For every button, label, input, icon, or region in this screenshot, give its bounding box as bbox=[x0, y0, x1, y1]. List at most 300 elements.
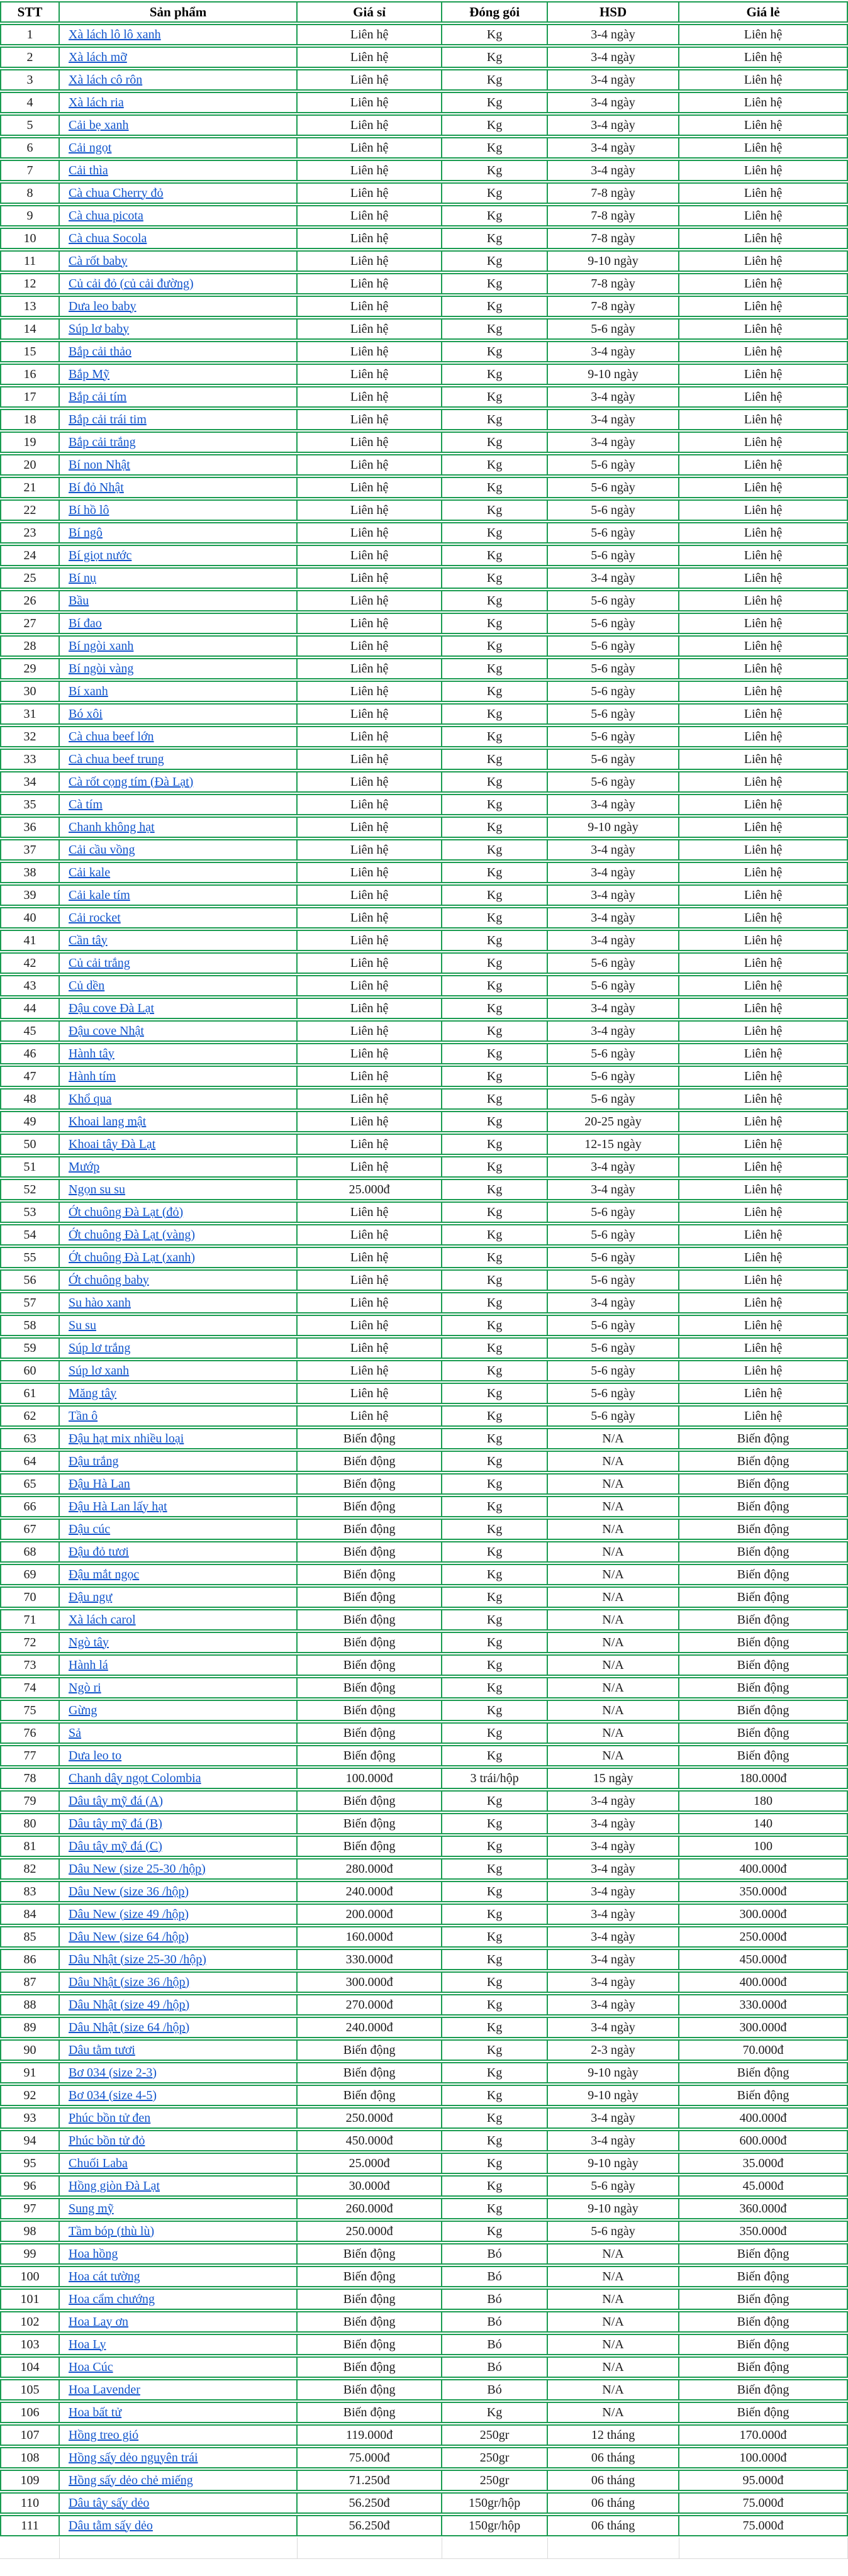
wholesale-price-cell: Biến động bbox=[298, 1677, 442, 1698]
product-link[interactable]: Cà rốt baby bbox=[69, 254, 128, 268]
product-link[interactable]: Dâu tây sấy dẻo bbox=[69, 2495, 150, 2510]
product-link[interactable]: Su su bbox=[69, 1318, 96, 1332]
table-row bbox=[0, 1564, 848, 1585]
wholesale-price-cell: 25.000đ bbox=[298, 1179, 442, 1200]
product-link[interactable]: Ớt chuông Đà Lạt (xanh) bbox=[69, 1250, 196, 1264]
empty-row bbox=[0, 2538, 848, 2559]
product-link[interactable]: Củ cải đỏ (củ cải đường) bbox=[69, 276, 194, 291]
product-link[interactable]: Hồng treo gió bbox=[69, 2428, 139, 2442]
packaging-cell: Kg bbox=[442, 613, 548, 634]
retail-price-cell: Biến động bbox=[679, 2085, 848, 2106]
product-link[interactable]: Bí đao bbox=[69, 616, 102, 630]
stt-cell: 70 bbox=[0, 1586, 60, 1608]
wholesale-price-cell: Biến động bbox=[298, 1813, 442, 1834]
product-link[interactable]: Bí ngô bbox=[69, 525, 103, 540]
packaging-cell: Kg bbox=[442, 2130, 548, 2151]
product-link[interactable]: Dưa leo baby bbox=[69, 299, 137, 313]
product-link[interactable]: Đậu hạt mix nhiều loại bbox=[69, 1431, 184, 1446]
product-link[interactable]: Cà rốt cọng tím (Đà Lạt) bbox=[69, 774, 194, 789]
packaging-cell: Kg bbox=[442, 2221, 548, 2242]
product-cell bbox=[60, 273, 298, 294]
product-link[interactable]: Cà chua picota bbox=[69, 208, 143, 223]
product-cell bbox=[60, 1949, 298, 1970]
stt-cell: 85 bbox=[0, 1926, 60, 1948]
product-link[interactable]: Dâu tây mỹ đá (B) bbox=[69, 1816, 162, 1831]
stt-cell: 50 bbox=[0, 1134, 60, 1155]
product-cell bbox=[60, 1224, 298, 1246]
product-cell bbox=[60, 1881, 298, 1902]
product-link[interactable]: Chanh không hạt bbox=[69, 820, 155, 834]
wholesale-price-cell: Liên hệ bbox=[298, 92, 442, 113]
product-link[interactable]: Dưa leo to bbox=[69, 1748, 122, 1763]
product-link[interactable]: Dâu Nhật (size 64 /hộp) bbox=[69, 2020, 190, 2034]
product-link[interactable]: Đậu cúc bbox=[69, 1522, 111, 1536]
table-row bbox=[0, 273, 848, 294]
shelf-life-cell: 3-4 ngày bbox=[548, 1156, 679, 1178]
stt-cell: 44 bbox=[0, 998, 60, 1019]
stt-cell: 89 bbox=[0, 2017, 60, 2038]
wholesale-price-cell: Liên hệ bbox=[298, 1066, 442, 1087]
product-cell bbox=[60, 2424, 298, 2446]
packaging-cell: Kg bbox=[442, 69, 548, 91]
product-link[interactable]: Xà lách ria bbox=[69, 95, 124, 109]
packaging-cell: Kg bbox=[442, 1043, 548, 1064]
product-cell bbox=[60, 2198, 298, 2219]
table-row bbox=[0, 1473, 848, 1495]
retail-price-cell: Biến động bbox=[679, 1473, 848, 1495]
product-cell bbox=[60, 2356, 298, 2378]
product-link[interactable]: Bắp cải trái tim bbox=[69, 412, 147, 427]
product-link[interactable]: Bí đỏ Nhật bbox=[69, 480, 124, 494]
product-cell bbox=[60, 1994, 298, 2016]
stt-cell: 43 bbox=[0, 975, 60, 996]
product-link[interactable]: Cà chua beef lớn bbox=[69, 729, 154, 744]
shelf-life-cell: 12-15 ngày bbox=[548, 1134, 679, 1155]
product-link[interactable]: Cà chua Socola bbox=[69, 231, 147, 245]
product-cell bbox=[60, 1677, 298, 1698]
product-link[interactable]: Hoa bất tử bbox=[69, 2405, 122, 2419]
packaging-cell: Kg bbox=[442, 228, 548, 249]
product-link[interactable]: Sả bbox=[69, 1726, 82, 1740]
stt-cell: 9 bbox=[0, 205, 60, 226]
product-cell bbox=[60, 703, 298, 725]
product-link[interactable]: Bắp cải trắng bbox=[69, 435, 136, 449]
product-cell bbox=[60, 1926, 298, 1948]
empty-cell bbox=[298, 2538, 442, 2559]
retail-price-cell: Liên hệ bbox=[679, 1224, 848, 1246]
table-row bbox=[0, 771, 848, 793]
wholesale-price-cell: 71.250đ bbox=[298, 2470, 442, 2491]
packaging-cell: Kg bbox=[442, 1700, 548, 1721]
table-row bbox=[0, 250, 848, 272]
product-link[interactable]: Hồng sấy dẻo chẻ miếng bbox=[69, 2473, 193, 2487]
packaging-cell: Kg bbox=[442, 2017, 548, 2038]
shelf-life-cell: N/A bbox=[548, 2266, 679, 2287]
stt-cell: 45 bbox=[0, 1020, 60, 1042]
packaging-cell: Kg bbox=[442, 930, 548, 951]
packaging-cell: Kg bbox=[442, 296, 548, 317]
product-cell bbox=[60, 817, 298, 838]
shelf-life-cell: N/A bbox=[548, 2311, 679, 2333]
retail-price-cell: Liên hệ bbox=[679, 703, 848, 725]
product-link[interactable]: Bắp cải thảo bbox=[69, 344, 131, 359]
product-link[interactable]: Bầu bbox=[69, 593, 89, 608]
product-link[interactable]: Xà lách lô lô xanh bbox=[69, 27, 161, 42]
packaging-cell: Kg bbox=[442, 160, 548, 181]
product-link[interactable]: Hoa Cúc bbox=[69, 2360, 113, 2374]
stt-cell: 67 bbox=[0, 1519, 60, 1540]
product-cell bbox=[60, 567, 298, 589]
product-cell bbox=[60, 2017, 298, 2038]
product-link[interactable]: Dâu tằm tươi bbox=[69, 2043, 135, 2057]
product-link[interactable]: Hoa cát tường bbox=[69, 2269, 140, 2283]
product-link[interactable]: Đậu đỏ tươi bbox=[69, 1544, 129, 1559]
table-row bbox=[0, 1111, 848, 1132]
product-link[interactable]: Phúc bồn tử đen bbox=[69, 2110, 151, 2125]
product-link[interactable]: Hoa Lavender bbox=[69, 2382, 140, 2397]
table-row bbox=[0, 182, 848, 204]
stt-cell: 69 bbox=[0, 1564, 60, 1585]
product-link[interactable]: Mướp bbox=[69, 1159, 100, 1174]
product-cell bbox=[60, 1405, 298, 1427]
shelf-life-cell: 3-4 ngày bbox=[548, 92, 679, 113]
stt-cell: 66 bbox=[0, 1496, 60, 1517]
packaging-cell: Kg bbox=[442, 1337, 548, 1359]
packaging-cell: Kg bbox=[442, 998, 548, 1019]
table-row bbox=[0, 2402, 848, 2423]
retail-price-cell: Liên hệ bbox=[679, 250, 848, 272]
packaging-cell: Kg bbox=[442, 386, 548, 408]
stt-cell: 30 bbox=[0, 681, 60, 702]
product-link[interactable]: Bí hồ lô bbox=[69, 503, 109, 517]
product-link[interactable]: Cải ngọt bbox=[69, 140, 112, 155]
shelf-life-cell: 3-4 ngày bbox=[548, 2107, 679, 2129]
product-link[interactable]: Cần tây bbox=[69, 933, 108, 947]
wholesale-price-cell: Liên hệ bbox=[298, 907, 442, 928]
packaging-cell: Kg bbox=[442, 817, 548, 838]
product-link[interactable]: Gừng bbox=[69, 1703, 98, 1717]
table-row bbox=[0, 114, 848, 136]
product-link[interactable]: Phúc bồn tử đỏ bbox=[69, 2133, 145, 2148]
table-row bbox=[0, 2289, 848, 2310]
packaging-cell: 150gr/hộp bbox=[442, 2515, 548, 2536]
wholesale-price-cell: Liên hệ bbox=[298, 613, 442, 634]
table-row bbox=[0, 1790, 848, 1812]
product-link[interactable]: Dâu New (size 36 /hộp) bbox=[69, 1884, 189, 1899]
product-link[interactable]: Súp lơ trắng bbox=[69, 1341, 131, 1355]
stt-cell: 3 bbox=[0, 69, 60, 91]
product-link[interactable]: Bí non Nhật bbox=[69, 457, 130, 472]
stt-cell: 25 bbox=[0, 567, 60, 589]
product-link[interactable]: Cà chua beef trung bbox=[69, 752, 164, 766]
product-link[interactable]: Hành tím bbox=[69, 1069, 116, 1083]
product-link[interactable]: Dâu tằm sấy dẻo bbox=[69, 2518, 153, 2533]
product-link[interactable]: Bí nụ bbox=[69, 571, 96, 585]
product-link[interactable]: Cải cầu vồng bbox=[69, 842, 135, 857]
product-cell bbox=[60, 2379, 298, 2400]
shelf-life-cell: 5-6 ngày bbox=[548, 1247, 679, 1268]
product-link[interactable]: Dâu New (size 49 /hộp) bbox=[69, 1907, 189, 1921]
wholesale-price-cell: 280.000đ bbox=[298, 1858, 442, 1880]
product-link[interactable]: Bí xanh bbox=[69, 684, 108, 698]
product-link[interactable]: Su hào xanh bbox=[69, 1295, 131, 1310]
wholesale-price-cell: 450.000đ bbox=[298, 2130, 442, 2151]
wholesale-price-cell: Liên hệ bbox=[298, 432, 442, 453]
stt-cell: 77 bbox=[0, 1745, 60, 1766]
product-link[interactable]: Hành tây bbox=[69, 1046, 114, 1061]
wholesale-price-cell: 30.000đ bbox=[298, 2175, 442, 2197]
product-cell bbox=[60, 2130, 298, 2151]
product-cell bbox=[60, 862, 298, 883]
product-link[interactable]: Dâu Nhật (size 25-30 /hộp) bbox=[69, 1952, 206, 1966]
retail-price-cell: Liên hệ bbox=[679, 1134, 848, 1155]
product-link[interactable]: Cà tím bbox=[69, 797, 103, 811]
retail-price-cell: Liên hệ bbox=[679, 658, 848, 679]
product-link[interactable]: Khoai tây Đà Lạt bbox=[69, 1137, 156, 1151]
wholesale-price-cell: Liên hệ bbox=[298, 228, 442, 249]
product-link[interactable]: Bó xôi bbox=[69, 706, 103, 721]
product-cell bbox=[60, 2175, 298, 2197]
product-cell bbox=[60, 2062, 298, 2083]
product-cell bbox=[60, 2085, 298, 2106]
retail-price-cell: Biến động bbox=[679, 2402, 848, 2423]
stt-cell: 72 bbox=[0, 1632, 60, 1653]
product-cell bbox=[60, 1020, 298, 1042]
product-link[interactable]: Cải thìa bbox=[69, 163, 108, 177]
product-link[interactable]: Súp lơ xanh bbox=[69, 1363, 130, 1378]
product-cell bbox=[60, 1609, 298, 1631]
packaging-cell: Kg bbox=[442, 975, 548, 996]
packaging-cell: Kg bbox=[442, 2175, 548, 2197]
retail-price-cell: Biến động bbox=[679, 2356, 848, 2378]
product-link[interactable]: Bí ngòi xanh bbox=[69, 638, 134, 653]
wholesale-price-cell: Liên hệ bbox=[298, 681, 442, 702]
product-link[interactable]: Bí giọt nước bbox=[69, 548, 132, 562]
packaging-cell: Kg bbox=[442, 1813, 548, 1834]
product-link[interactable]: Ngọn su su bbox=[69, 1182, 126, 1196]
retail-price-cell: Biến động bbox=[679, 1519, 848, 1540]
packaging-cell: Kg bbox=[442, 47, 548, 68]
retail-price-cell: 350.000đ bbox=[679, 1881, 848, 1902]
shelf-life-cell: 5-6 ngày bbox=[548, 1043, 679, 1064]
stt-cell: 17 bbox=[0, 386, 60, 408]
table-row bbox=[0, 2039, 848, 2061]
stt-cell: 98 bbox=[0, 2221, 60, 2242]
product-link[interactable]: Ngò ri bbox=[69, 1680, 101, 1695]
product-cell bbox=[60, 1745, 298, 1766]
wholesale-price-cell: Liên hệ bbox=[298, 477, 442, 498]
product-link[interactable]: Xà lách carol bbox=[69, 1612, 136, 1627]
shelf-life-cell: 9-10 ngày bbox=[548, 2085, 679, 2106]
product-link[interactable]: Ngò tây bbox=[69, 1635, 109, 1649]
shelf-life-cell: 5-6 ngày bbox=[548, 2175, 679, 2197]
shelf-life-cell: 3-4 ngày bbox=[548, 114, 679, 136]
shelf-life-cell: 7-8 ngày bbox=[548, 296, 679, 317]
product-link[interactable]: Bơ 034 (size 2-3) bbox=[69, 2065, 157, 2080]
product-cell bbox=[60, 2289, 298, 2310]
wholesale-price-cell: Liên hệ bbox=[298, 1269, 442, 1291]
table-row bbox=[0, 205, 848, 226]
wholesale-price-cell: 75.000đ bbox=[298, 2447, 442, 2468]
stt-cell: 41 bbox=[0, 930, 60, 951]
shelf-life-cell: 3-4 ngày bbox=[548, 1949, 679, 1970]
product-link[interactable]: Dâu tây mỹ đá (A) bbox=[69, 1793, 163, 1808]
product-link[interactable]: Hành lá bbox=[69, 1658, 108, 1672]
product-link[interactable]: Tần ô bbox=[69, 1408, 98, 1423]
table-row bbox=[0, 2515, 848, 2536]
product-link[interactable]: Khổ qua bbox=[69, 1091, 112, 1106]
packaging-cell: Kg bbox=[442, 1858, 548, 1880]
product-cell bbox=[60, 2470, 298, 2491]
shelf-life-cell: 3-4 ngày bbox=[548, 2130, 679, 2151]
retail-price-cell: Liên hệ bbox=[679, 862, 848, 883]
wholesale-price-cell: Liên hệ bbox=[298, 930, 442, 951]
wholesale-price-cell: Liên hệ bbox=[298, 296, 442, 317]
product-link[interactable]: Dâu Nhật (size 49 /hộp) bbox=[69, 1997, 190, 2012]
product-link[interactable]: Đậu mắt ngọc bbox=[69, 1567, 140, 1581]
product-link[interactable]: Măng tây bbox=[69, 1386, 117, 1400]
product-link[interactable]: Dâu New (size 25-30 /hộp) bbox=[69, 1861, 206, 1876]
table-row bbox=[0, 2062, 848, 2083]
retail-price-cell: Liên hệ bbox=[679, 1066, 848, 1087]
packaging-cell: Kg bbox=[442, 907, 548, 928]
product-link[interactable]: Ớt chuông Đà Lạt (đỏ) bbox=[69, 1205, 184, 1219]
product-link[interactable]: Hoa cẩm chướng bbox=[69, 2292, 155, 2306]
wholesale-price-cell: 240.000đ bbox=[298, 1881, 442, 1902]
product-link[interactable]: Bắp cải tím bbox=[69, 389, 127, 404]
product-link[interactable]: Dâu New (size 64 /hộp) bbox=[69, 1929, 189, 1944]
shelf-life-cell: N/A bbox=[548, 1609, 679, 1631]
stt-cell: 36 bbox=[0, 817, 60, 838]
wholesale-price-cell: 56.250đ bbox=[298, 2515, 442, 2536]
retail-price-cell: Liên hệ bbox=[679, 975, 848, 996]
product-link[interactable]: Chuối Laba bbox=[69, 2156, 128, 2170]
shelf-life-cell: 5-6 ngày bbox=[548, 1202, 679, 1223]
table-row bbox=[0, 930, 848, 951]
product-link[interactable]: Đậu Hà Lan bbox=[69, 1476, 130, 1491]
packaging-cell: Kg bbox=[442, 137, 548, 159]
product-link[interactable]: Củ dền bbox=[69, 978, 105, 993]
product-link[interactable]: Hoa Lay ơn bbox=[69, 2314, 129, 2329]
product-link[interactable]: Dâu tây mỹ đá (C) bbox=[69, 1839, 162, 1853]
shelf-life-cell: 3-4 ngày bbox=[548, 1836, 679, 1857]
product-link[interactable]: Khoai lang mật bbox=[69, 1114, 147, 1129]
table-row bbox=[0, 1541, 848, 1563]
stt-cell: 37 bbox=[0, 839, 60, 861]
product-link[interactable]: Cà chua Cherry đỏ bbox=[69, 186, 164, 200]
product-link[interactable]: Hồng sấy dẻo nguyên trái bbox=[69, 2450, 198, 2465]
retail-price-cell: Liên hệ bbox=[679, 884, 848, 906]
product-link[interactable]: Đậu Hà Lan lấy hạt bbox=[69, 1499, 167, 1514]
shelf-life-cell: 3-4 ngày bbox=[548, 160, 679, 181]
stt-cell: 19 bbox=[0, 432, 60, 453]
wholesale-price-cell: Liên hệ bbox=[298, 749, 442, 770]
product-link[interactable]: Đậu trắng bbox=[69, 1454, 119, 1468]
product-link[interactable]: Đậu cove Nhật bbox=[69, 1023, 144, 1038]
wholesale-price-cell: Biến động bbox=[298, 1541, 442, 1563]
retail-price-cell: Liên hệ bbox=[679, 477, 848, 498]
product-link[interactable]: Bắp Mỹ bbox=[69, 367, 110, 381]
table-row bbox=[0, 69, 848, 91]
shelf-life-cell: 7-8 ngày bbox=[548, 182, 679, 204]
product-link[interactable]: Đậu cove Đà Lạt bbox=[69, 1001, 155, 1015]
stt-cell: 5 bbox=[0, 114, 60, 136]
packaging-cell: Kg bbox=[442, 273, 548, 294]
table-row bbox=[0, 952, 848, 974]
retail-price-cell: Biến động bbox=[679, 1609, 848, 1631]
retail-price-cell: Biến động bbox=[679, 1632, 848, 1653]
packaging-cell: Kg bbox=[442, 771, 548, 793]
product-link[interactable]: Cải bẹ xanh bbox=[69, 118, 129, 132]
product-link[interactable]: Tầm bóp (thù lù) bbox=[69, 2224, 155, 2238]
column-header-packaging: Đóng gói bbox=[442, 1, 548, 23]
retail-price-cell: 600.000đ bbox=[679, 2130, 848, 2151]
shelf-life-cell: 7-8 ngày bbox=[548, 205, 679, 226]
product-link[interactable]: Cải kale bbox=[69, 865, 111, 879]
table-row bbox=[0, 1904, 848, 1925]
packaging-cell: Kg bbox=[442, 499, 548, 521]
shelf-life-cell: 5-6 ngày bbox=[548, 590, 679, 611]
product-link[interactable]: Hồng giòn Đà Lạt bbox=[69, 2178, 160, 2193]
wholesale-price-cell: Biến động bbox=[298, 2062, 442, 2083]
wholesale-price-cell: Liên hệ bbox=[298, 839, 442, 861]
product-link[interactable]: Sung mỹ bbox=[69, 2201, 114, 2216]
product-link[interactable]: Hoa Ly bbox=[69, 2337, 106, 2351]
shelf-life-cell: 06 tháng bbox=[548, 2447, 679, 2468]
product-cell bbox=[60, 749, 298, 770]
shelf-life-cell: 2-3 ngày bbox=[548, 2039, 679, 2061]
product-link[interactable]: Bơ 034 (size 4-5) bbox=[69, 2088, 157, 2102]
product-link[interactable]: Ớt chuông Đà Lạt (vàng) bbox=[69, 1227, 196, 1242]
stt-cell: 97 bbox=[0, 2198, 60, 2219]
table-row bbox=[0, 1496, 848, 1517]
product-link[interactable]: Súp lơ baby bbox=[69, 321, 130, 336]
product-link[interactable]: Ớt chuông baby bbox=[69, 1273, 149, 1287]
packaging-cell: Kg bbox=[442, 1519, 548, 1540]
product-link[interactable]: Cải kale tím bbox=[69, 888, 130, 902]
product-link[interactable]: Cải rocket bbox=[69, 910, 121, 925]
stt-cell: 74 bbox=[0, 1677, 60, 1698]
wholesale-price-cell: Liên hệ bbox=[298, 975, 442, 996]
table-row bbox=[0, 1224, 848, 1246]
wholesale-price-cell: Liên hệ bbox=[298, 794, 442, 815]
product-link[interactable]: Hoa hồng bbox=[69, 2246, 118, 2261]
stt-cell: 106 bbox=[0, 2402, 60, 2423]
product-cell bbox=[60, 1836, 298, 1857]
product-link[interactable]: Chanh dây ngọt Colombia bbox=[69, 1771, 201, 1785]
product-link[interactable]: Xà lách cô rôn bbox=[69, 72, 143, 87]
product-cell bbox=[60, 1202, 298, 1223]
stt-cell: 96 bbox=[0, 2175, 60, 2197]
stt-cell: 81 bbox=[0, 1836, 60, 1857]
shelf-life-cell: 3-4 ngày bbox=[548, 998, 679, 1019]
wholesale-price-cell: Biến động bbox=[298, 1609, 442, 1631]
stt-cell: 32 bbox=[0, 726, 60, 747]
retail-price-cell: Biến động bbox=[679, 1428, 848, 1449]
retail-price-cell: Liên hệ bbox=[679, 69, 848, 91]
table-row bbox=[0, 658, 848, 679]
product-link[interactable]: Bí ngòi vàng bbox=[69, 661, 134, 676]
product-link[interactable]: Xà lách mỡ bbox=[69, 50, 127, 64]
product-link[interactable]: Củ cải trắng bbox=[69, 956, 130, 970]
shelf-life-cell: 5-6 ngày bbox=[548, 975, 679, 996]
product-link[interactable]: Dâu Nhật (size 36 /hộp) bbox=[69, 1975, 190, 1989]
wholesale-price-cell: Liên hệ bbox=[298, 250, 442, 272]
product-link[interactable]: Đậu ngự bbox=[69, 1590, 113, 1604]
product-cell bbox=[60, 1790, 298, 1812]
packaging-cell: Kg bbox=[442, 114, 548, 136]
table-row bbox=[0, 2198, 848, 2219]
